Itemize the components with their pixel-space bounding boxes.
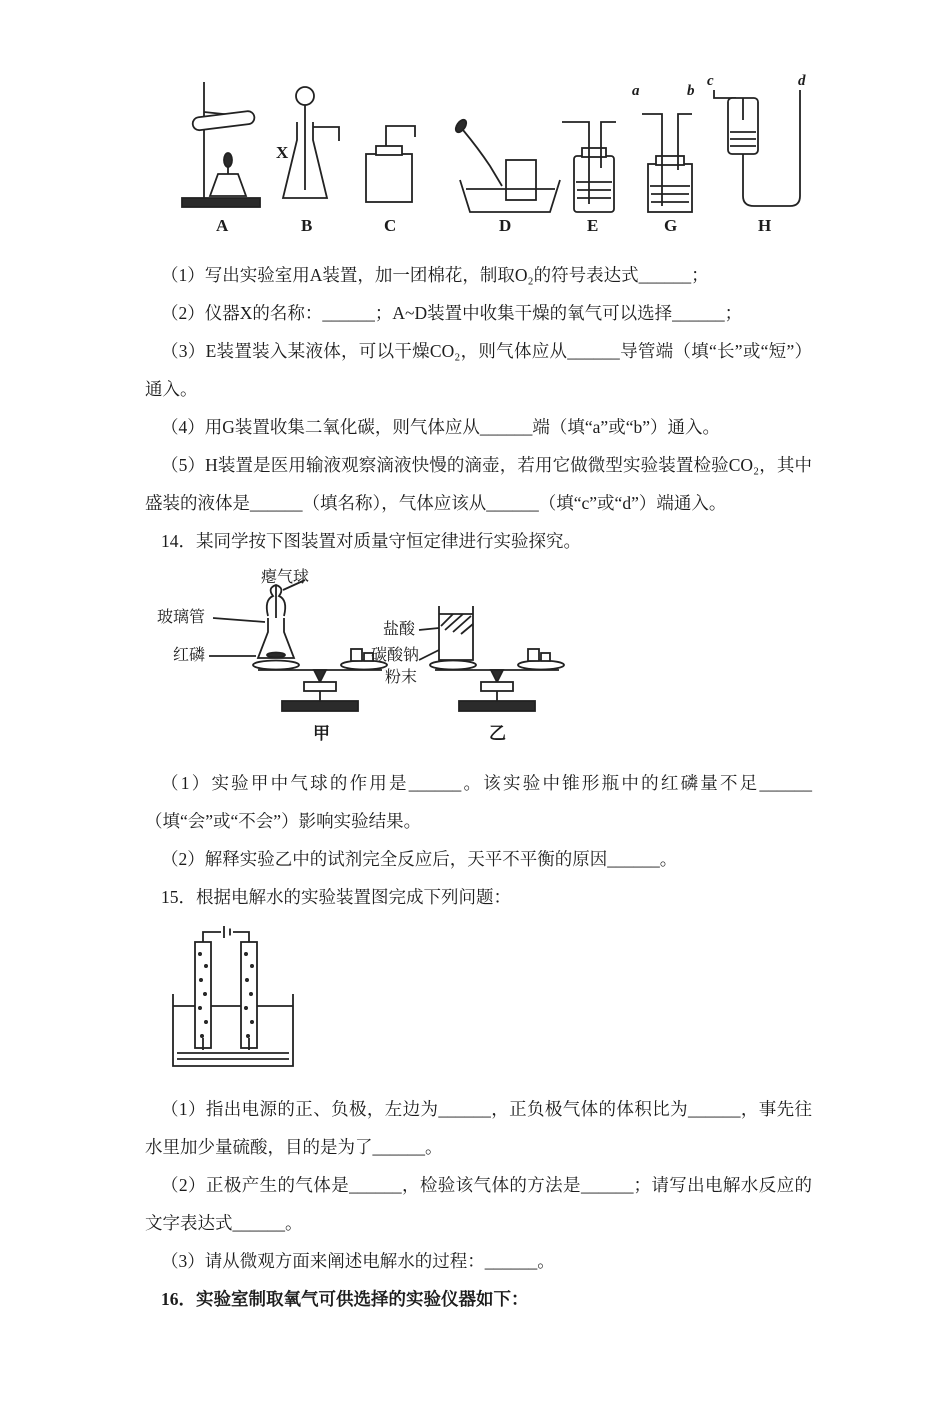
apparatus-g-gas-washing-bottle xyxy=(642,114,692,212)
apparatus-drawing xyxy=(158,70,838,215)
balance-drawing xyxy=(155,570,595,720)
q14-part-1: （1）实验甲中气球的作用是______。该实验中锥形瓶中的红磷量不足______（填“会”或“不会”）影响实验结果。 xyxy=(145,773,812,831)
balloon-label: 瘪气球 xyxy=(261,569,310,586)
apparatus-h-drip-chamber xyxy=(714,90,800,206)
apparatus-diagram xyxy=(158,70,838,242)
q15-part-1: （1）指出电源的正、负极，左边为______，正负极气体的体积比为______，事先往水里加少量硫酸，目的是为了______。 xyxy=(145,1099,812,1157)
q14-part-2: （2）解释实验乙中的试剂完全反应后，天平不平衡的原因______。 xyxy=(161,849,678,869)
port-label-d: d xyxy=(798,73,806,89)
apparatus-letter-g: G xyxy=(664,216,678,235)
port-label-a: a xyxy=(632,83,640,99)
glass-tube-label: 玻璃管 xyxy=(157,609,206,626)
apparatus-letter-a: A xyxy=(216,216,229,235)
na2co3-label: 碳酸钠 xyxy=(371,647,420,664)
hcl-label: 盐酸 xyxy=(383,621,416,638)
port-label-b: b xyxy=(687,83,695,99)
apparatus-a-heating-setup xyxy=(182,82,260,207)
setup-yi-label: 乙 xyxy=(489,724,506,743)
mass-conservation-diagram xyxy=(155,570,595,752)
apparatus-b-flask-setup xyxy=(283,87,339,198)
powder-label: 粉末 xyxy=(385,669,418,686)
apparatus-c-gas-bottle xyxy=(366,126,415,202)
apparatus-letter-h: H xyxy=(758,216,772,235)
port-label-c: c xyxy=(707,73,714,89)
apparatus-e-drying-bottle xyxy=(562,122,616,212)
apparatus-letter-b: B xyxy=(301,216,313,235)
apparatus-d-water-trough xyxy=(454,118,560,212)
q13-part-1: （1）写出实验室用A装置，加一团棉花，制取O₂的符号表达式______； xyxy=(161,265,709,285)
electrolysis-drawing xyxy=(163,926,313,1076)
balance-yi-drawing xyxy=(419,606,564,711)
apparatus-letter-e: E xyxy=(587,216,599,235)
q16-stem: 16．实验室制取氧气可供选择的实验仪器如下： xyxy=(161,1289,529,1309)
q14-stem: 14．某同学按下图装置对质量守恒定律进行实验探究。 xyxy=(161,531,581,551)
q15-part-3: （3）请从微观方面来阐述电解水的过程：______。 xyxy=(161,1251,555,1271)
q13-part-3: （3）E装置装入某液体，可以干燥CO₂，则气体应从______导管端（填“长”或“短”）通入。 xyxy=(145,341,812,399)
q13-part-5: （5）H装置是医用输液观察滴液快慢的滴壶，若用它做微型实验装置检验CO₂，其中盛装的液体是______（填名称），气体应该从______（填“c”或“d”）端通入。 xyxy=(145,455,812,513)
q15-stem: 15．根据电解水的实验装置图完成下列问题： xyxy=(161,887,511,907)
red-phosphorus-label: 红磷 xyxy=(173,647,206,664)
q13-part-4: （4）用G装置收集二氧化碳，则气体应从______端（填“a”或“b”）通入。 xyxy=(161,417,720,437)
instrument-x-label: X xyxy=(276,143,289,162)
electrolysis-apparatus xyxy=(173,926,293,1066)
balance-jia-drawing xyxy=(209,580,387,711)
q13-part-2: （2）仪器X的名称：______；A~D装置中收集干燥的氧气可以选择______； xyxy=(161,303,743,323)
apparatus-letter-c: C xyxy=(384,216,397,235)
apparatus-letter-d: D xyxy=(499,216,512,235)
q15-part-2: （2）正极产生的气体是______，检验该气体的方法是______；请写出电解水反应的文字表达式______。 xyxy=(145,1175,812,1233)
worksheet-page xyxy=(0,70,950,1414)
setup-jia-label: 甲 xyxy=(313,724,330,743)
water-electrolysis-diagram xyxy=(163,926,323,1078)
